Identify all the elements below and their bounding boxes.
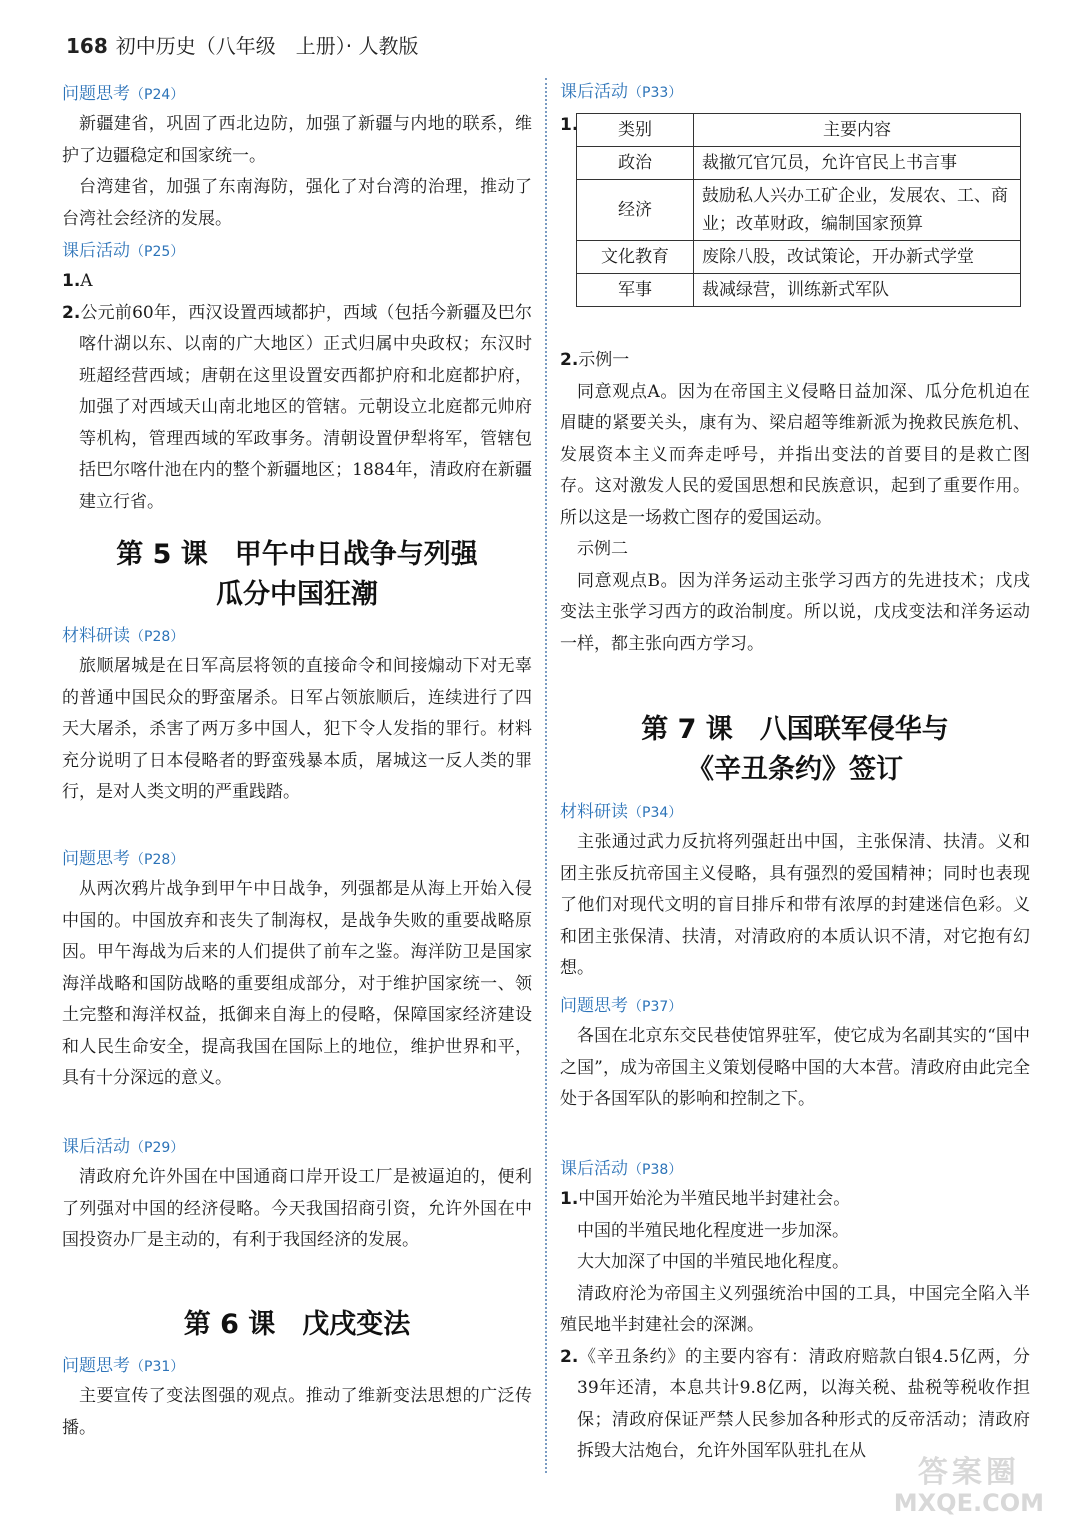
section-cailiaoyandu-p34: [560, 798, 1030, 985]
section-kehouhuodong-p29: [62, 1133, 532, 1257]
paragraph: 清政府沦为帝国主义列强统治中国的工具，中国完全陷入半殖民地半封建社会的深渊。: [560, 1283, 1030, 1335]
lesson-6-title: 第 6 课 戊戌变法: [183, 1309, 411, 1340]
table-cell: 裁撤冗官冗员，允许官民上书言事: [694, 147, 1021, 180]
paragraph: 示例二: [577, 539, 628, 559]
section-kehouhuodong-p38: [560, 1155, 1030, 1468]
lesson-7-title: 第 7 课 八国联军侵华与 《辛丑条约》签订: [641, 714, 949, 785]
table-row: [577, 147, 1021, 180]
table-row: [577, 180, 1021, 241]
reform-table: [576, 113, 1021, 307]
page-number: 168: [66, 34, 108, 58]
paragraph: 从两次鸦片战争到甲午中日战争，列强都是从海上开始入侵中国的。中国放弃和丧失了制海权，是战争失败的重要战略原因。甲午海战为后来的人们提供了前车之鉴。海洋防卫是国家海洋战略和国防战略的重要组成部分，对于维护国家统一、领土完整和海洋权益，抵御来自海上的侵略，保障国家经济建设和人民生命安全，提高我国在国际上的地位，维护世界和平，具有十分深远的意义。: [62, 879, 532, 1088]
paragraph: 主张通过武力反抗将列强赶出中国，主张保清、扶清。义和团主张反抗帝国主义侵略，具有强烈的爱国精神；同时也表现了他们对现代文明的盲目排斥和带有浓厚的封建迷信色彩。义和团主张保清、扶清，对清政府的本质认识不清，对它抱有幻想。: [560, 832, 1030, 978]
paragraph: 旅顺屠城是在日军高层将领的直接命令和间接煽动下对无辜的普通中国民众的野蛮屠杀。日军占领旅顺后，连续进行了四天大屠杀，杀害了两万多中国人，犯下令人发指的罪行。材料充分说明了日本侵略者的野蛮残暴本质，屠城这一反人类的罪行，是对人类文明的严重践踏。: [62, 656, 532, 802]
table-cell: 军事: [577, 274, 694, 307]
table-number: 1.: [560, 115, 579, 135]
table-cell: 裁减绿营，训练新式军队: [694, 274, 1021, 307]
table-cell: 鼓励私人兴办工矿企业，发展农、工、商业；改革财政，编制国家预算: [694, 180, 1021, 241]
section-heading: 材料研读（P34）: [560, 802, 683, 822]
paragraph: 同意观点B。因为洋务运动主张学习西方的先进技术；戊戌变法主张学习西方的政治制度。所以说，戊戌变法和洋务运动一样，都主张向西方学习。: [560, 570, 1030, 654]
site-watermark: 答案圈 MXQE.COM: [893, 1455, 1044, 1517]
section-kehouhuodong-p25: [62, 237, 532, 518]
table-cell: 政治: [577, 147, 694, 180]
column-divider: [545, 78, 547, 1473]
section-kehouhuodong-p33: [560, 78, 1030, 660]
table-row: [577, 274, 1021, 307]
paragraph: 主要宣传了变法图强的观点。推动了维新变法思想的广泛传播。: [62, 1386, 532, 1438]
section-cailiaoyandu-p28: [62, 622, 532, 809]
paragraph: 大大加深了中国的半殖民地化程度。: [577, 1252, 849, 1272]
paragraph: 新疆建省，巩固了西北边防，加强了新疆与内地的联系，维护了边疆稳定和国家统一。: [62, 114, 532, 166]
table-header-row: [577, 114, 1021, 147]
section-heading: 问题思考（P37）: [560, 996, 683, 1016]
answer-item: 1.中国开始沦为半殖民地半封建社会。: [560, 1189, 851, 1209]
section-wentisikao-p37: [560, 992, 1030, 1116]
table-header-cell: 类别: [577, 114, 694, 147]
section-heading: 问题思考（P31）: [62, 1356, 185, 1376]
book-title: 初中历史（八年级 上册）· 人教版: [115, 34, 419, 58]
answer-item: 1.A: [62, 271, 93, 291]
paragraph: 各国在北京东交民巷使馆界驻军，使它成为名副其实的“国中之国”，成为帝国主义策划侵略中国的大本营。清政府由此完全处于各国军队的影响和控制之下。: [560, 1026, 1030, 1109]
table-header-cell: 主要内容: [694, 114, 1021, 147]
section-wentisikao-p24: [62, 80, 532, 235]
paragraph: 同意观点A。因为在帝国主义侵略日益加深、瓜分危机迫在眉睫的紧要关头，康有为、梁启超等维新派为挽救民族危机、发展资本主义而奔走呼号，并指出变法的首要目的是救亡图存。这对激发人民的爱国思想和民族意识，起到了重要作用。所以这是一场救亡图存的爱国运动。: [560, 381, 1030, 528]
section-heading: 课后活动（P33）: [560, 82, 683, 102]
section-heading: 课后活动（P29）: [62, 1137, 185, 1157]
section-heading: 问题思考（P24）: [62, 84, 185, 104]
paragraph: 台湾建省，加强了东南海防，强化了对台湾的治理，推动了台湾社会经济的发展。: [62, 177, 532, 229]
table-cell: 文化教育: [577, 241, 694, 274]
table-cell: 废除八股，改试策论，开办新式学堂: [694, 241, 1021, 274]
section-heading: 课后活动（P25）: [62, 241, 185, 261]
section-heading: 课后活动（P38）: [560, 1159, 683, 1179]
section-wentisikao-p28: [62, 845, 532, 1095]
paragraph: 清政府允许外国在中国通商口岸开设工厂是被逼迫的，便利了列强对中国的经济侵略。今天我国招商引资，允许外国在中国投资办厂是主动的，有利于我国经济的发展。: [62, 1167, 532, 1250]
table-cell: 经济: [577, 180, 694, 241]
answer-item: 2.《辛丑条约》的主要内容有：清政府赔款白银4.5亿两，分39年还清，本息共计9.8亿两，以海关税、盐税等税收作担保；清政府保证严禁人民参加各种形式的反帝活动；清政府拆毁大沽炮台，允许外国军队驻扎在从: [560, 1346, 1030, 1461]
lesson-5-title: 第 5 课 甲午中日战争与列强 瓜分中国狂潮: [116, 539, 478, 610]
answer-item: 2.公元前60年，西汉设置西域都护，西域（包括今新疆及巴尔喀什湖以东、以南的广大地区）正式归属中央政权；东汉时班超经营西域；唐朝在这里设置安西都护府和北庭都护府，加强了对西域天山南北地区的管辖。元朝设立北庭都元帅府等机构，管理西域的军政事务。清朝设置伊犁将军，管辖包括巴尔喀什池在内的整个新疆地区；1884年，清政府在新疆建立行省。: [62, 302, 532, 512]
section-heading: 材料研读（P28）: [62, 626, 185, 646]
page-header: [66, 30, 418, 59]
reform-table-wrap: [560, 113, 1030, 345]
section-wentisikao-p31: [62, 1352, 532, 1444]
answer-item: 2.示例一: [560, 350, 630, 370]
table-row: [577, 241, 1021, 274]
section-heading: 问题思考（P28）: [62, 849, 185, 869]
paragraph: 中国的半殖民地化程度进一步加深。: [577, 1220, 849, 1241]
